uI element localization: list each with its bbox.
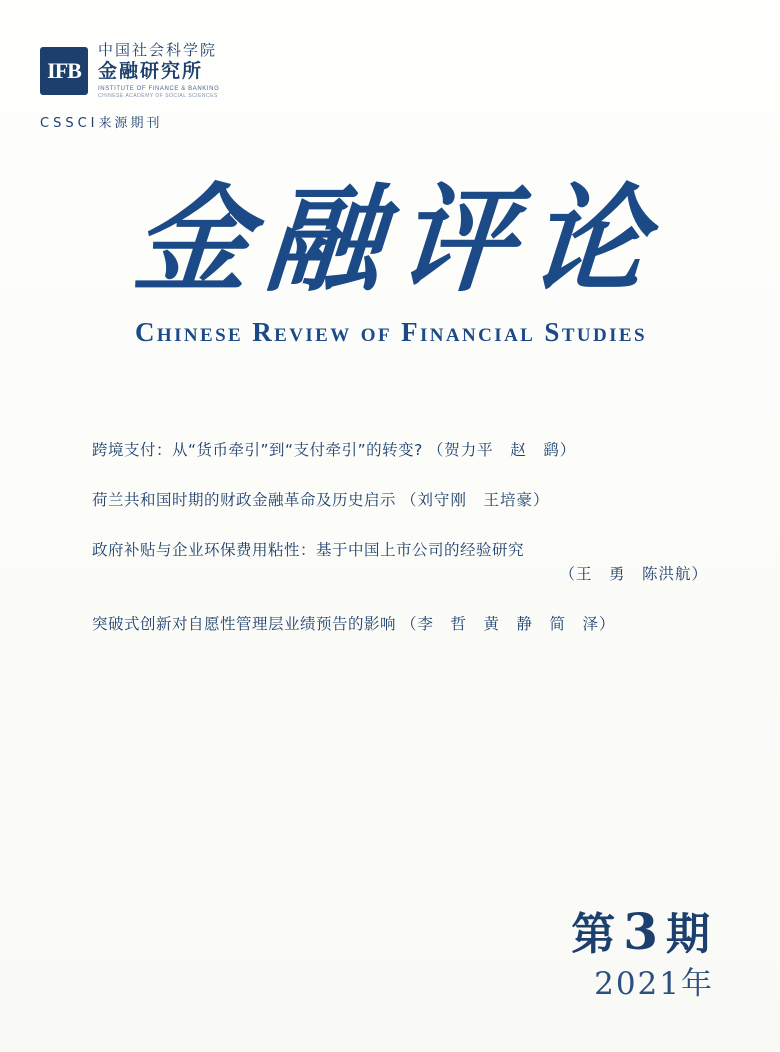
toc-item[interactable]: [92, 488, 708, 512]
journal-title-cn: 金融评论: [129, 172, 667, 308]
publisher-logo-row: [40, 42, 360, 100]
cssci-index-badge: [40, 112, 360, 131]
table-of-contents: [92, 438, 708, 662]
toc-item[interactable]: [92, 612, 708, 636]
cssci-label: CSSCI: [40, 115, 99, 131]
journal-title-en: Chinese Review of Financial Studies: [135, 317, 647, 348]
publisher-names: [98, 42, 219, 100]
toc-item-title: 突破式创新对自愿性管理层业绩预告的影响: [92, 615, 397, 634]
toc-item[interactable]: [92, 438, 708, 462]
toc-item-authors: （王 勇 陈洪航）: [559, 565, 708, 584]
toc-item-authors: （李 哲 黄 静 简 泽）: [400, 615, 616, 634]
masthead: [0, 172, 780, 348]
publisher-block: [40, 42, 360, 131]
academy-name-cn: 中国社会科学院: [98, 41, 218, 59]
issue-prefix: 第: [571, 909, 620, 960]
academy-name-en: CHINESE ACADEMY OF SOCIAL SCIENCES: [98, 92, 218, 99]
toc-item-authors: （刘守刚 王培豪）: [400, 491, 550, 510]
issue-block: [571, 902, 714, 1002]
cssci-label-cn: 来源期刊: [98, 115, 163, 131]
institute-logo-icon: [40, 47, 88, 95]
toc-item-title: 政府补贴与企业环保费用粘性：基于中国上市公司的经验研究: [92, 541, 525, 560]
institute-name-cn: 金融研究所: [98, 60, 204, 83]
issue-number-line: [571, 902, 714, 961]
issue-number: 3: [623, 902, 662, 961]
institute-name-en: INSTITUTE OF FINANCE & BANKING: [98, 86, 220, 93]
toc-item-authors: （贺力平 赵 鹞）: [427, 441, 577, 459]
toc-item[interactable]: [92, 538, 708, 586]
logo-monogram: IFB: [47, 57, 81, 83]
toc-item-title: 跨境支付：从“货币牵引”到“支付牵引”的转变?: [92, 441, 423, 459]
issue-suffix: 期: [666, 909, 714, 960]
issue-year: 2021年: [594, 966, 714, 1002]
toc-item-title: 荷兰共和国时期的财政金融革命及历史启示: [92, 491, 397, 510]
